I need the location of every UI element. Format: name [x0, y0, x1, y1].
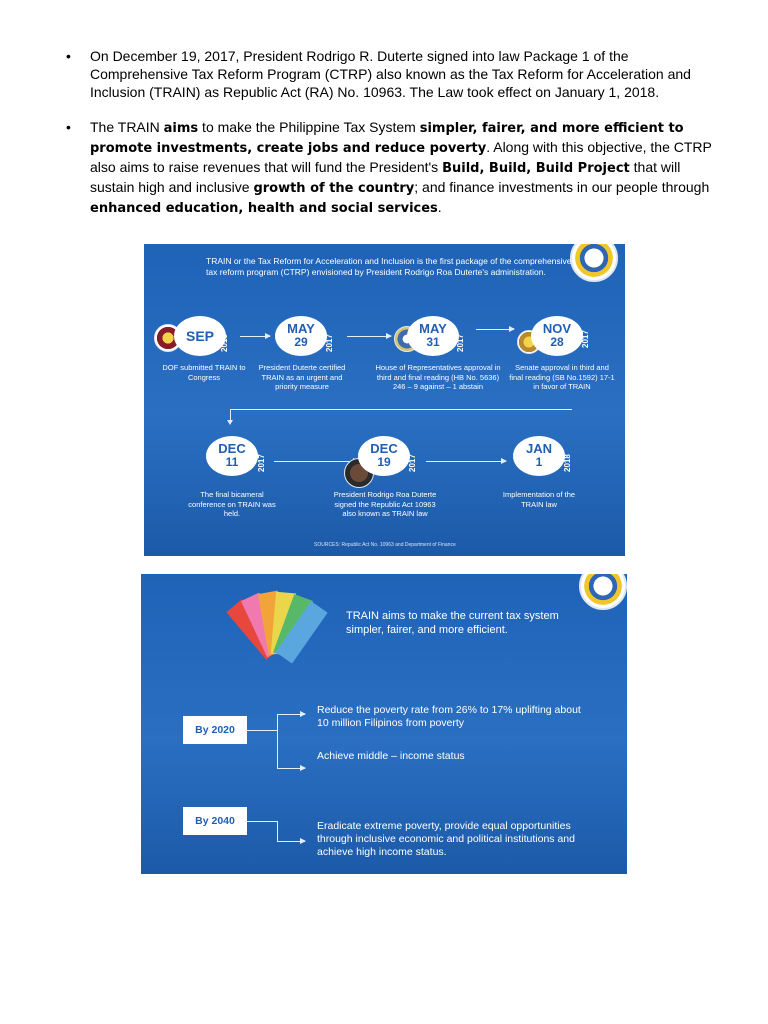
bullet-dot: • — [66, 119, 71, 135]
milestone-date-jan-1 — [513, 436, 565, 476]
milestone-year: 2016 — [220, 334, 229, 352]
milestone-caption: DOF submitted TRAIN to Congress — [162, 363, 246, 382]
bullet-text-part: . Along with this objective, the CTRP also aims to raise revenues that will fund the President's — [90, 139, 712, 175]
milestone-month: DEC — [370, 441, 398, 456]
by-2020-label: By 2020 — [183, 716, 247, 744]
goal-2020-income: Achieve middle – income status — [317, 750, 465, 762]
milestone-year: 2017 — [408, 454, 417, 472]
milestone-month: MAY — [287, 321, 315, 336]
milestone-year: 2018 — [563, 454, 572, 472]
bullet-bold-part: growth of the country — [253, 181, 415, 196]
bullet-text-part: that will sustain high and inclusive — [90, 159, 681, 195]
milestone-year: 2017 — [581, 330, 590, 348]
milestone-date-nov-28 — [531, 316, 583, 356]
milestone-month: DEC — [218, 441, 246, 456]
milestone-day: 1 — [535, 455, 543, 469]
timeline-arrow — [426, 461, 506, 462]
goal-connector — [277, 714, 278, 768]
milestone-day: 11 — [225, 455, 239, 469]
goal-arrow — [277, 768, 305, 769]
dof-seal-icon — [579, 574, 627, 610]
bullet-text-part: ; and finance investments in our people through — [414, 179, 710, 195]
milestone-caption: Implementation of the TRAIN law — [502, 490, 576, 509]
bullet-item-law-signing — [62, 47, 722, 101]
timeline-arrow — [347, 336, 391, 337]
timeline-arrowhead — [227, 420, 233, 425]
source-note: SOURCES: Republic Act No. 10963 and Department of Finance — [314, 542, 456, 548]
bullet-bold-part: enhanced education, health and social services — [90, 201, 438, 216]
goals-title: TRAIN aims to make the current tax system simpler, fairer, and more efficient. — [346, 610, 559, 636]
bullet-text-part: to make the Philippine Tax System — [198, 119, 420, 135]
milestone-month: NOV — [542, 321, 572, 336]
timeline-arrow — [240, 336, 270, 337]
milestone-date-may-31 — [407, 316, 459, 356]
milestone-year: 2017 — [325, 334, 334, 352]
goal-2020-poverty: Reduce the poverty rate from 26% to 17% uplifting about 10 million Filipinos from poverty — [317, 704, 581, 729]
milestone-month: SEP — [185, 328, 214, 344]
goal-connector — [277, 821, 278, 841]
bullet-item-train-aims — [62, 118, 722, 218]
bullet-list — [62, 47, 722, 235]
bullet-text-part: . — [437, 199, 442, 215]
milestone-year: 2017 — [456, 334, 465, 352]
goal-connector — [247, 730, 277, 731]
goal-arrow — [277, 841, 305, 842]
train-timeline-slide — [144, 244, 625, 556]
milestone-month: MAY — [419, 321, 447, 336]
goal-connector — [247, 821, 277, 822]
milestone-caption: The final bicameral conference on TRAIN was held. — [188, 490, 276, 518]
goal-2040-high-income: Eradicate extreme poverty, provide equal opportunities through inclusive economic and political institutions and achieve high income status. — [317, 820, 575, 858]
milestone-date-may-29 — [275, 316, 327, 356]
timeline-connector — [230, 409, 572, 410]
milestone-date-sep — [174, 316, 226, 356]
milestone-day: 28 — [550, 335, 564, 349]
milestone-caption: President Rodrigo Roa Duterte signed the Republic Act 10963 also known as TRAIN law — [333, 490, 437, 518]
timeline-intro-text: TRAIN or the Tax Reform for Acceleration and Inclusion is the first package of the comprehensive tax reform program (CTRP) envisioned by President Rodrigo Roa Duterte's administration. — [206, 256, 572, 277]
bullet-dot: • — [66, 48, 71, 64]
milestone-day: 29 — [294, 335, 308, 349]
by-2040-label: By 2040 — [183, 807, 247, 835]
peso-bills-icon — [221, 584, 331, 664]
milestone-date-dec-19 — [358, 436, 410, 476]
timeline-arrow — [274, 461, 358, 462]
bullet-bold-part: Build, Build, Build Project — [442, 161, 630, 176]
milestone-day: 19 — [377, 455, 391, 469]
timeline-arrow — [476, 329, 514, 330]
milestone-year: 2017 — [257, 454, 266, 472]
train-goals-slide — [141, 574, 627, 874]
bullet-bold-part: aims — [163, 121, 199, 136]
bullet-bold-part: simpler, fairer, and more efficient to promote investments, create jobs and reduce poverty — [90, 121, 684, 156]
milestone-caption: House of Representatives approval in third and final reading (HB No. 5636) 246 – 9 against – 1 abstain — [375, 363, 501, 391]
milestone-day: 31 — [426, 335, 440, 349]
milestone-date-dec-11 — [206, 436, 258, 476]
bullet-text-part: The TRAIN — [90, 119, 164, 135]
milestone-month: JAN — [525, 441, 552, 456]
bullet-text: On December 19, 2017, President Rodrigo R. Duterte signed into law Package 1 of the Comprehensive Tax Reform Program (CTRP) also known as the Tax Reform for Acceleration and Inclusion (TRAIN) as Republic Act (RA) No. 10963. The Law took effect on January 1, 2018. — [90, 48, 691, 100]
milestone-caption: President Duterte certified TRAIN as an urgent and priority measure — [258, 363, 346, 391]
goal-arrow — [277, 714, 305, 715]
milestone-caption: Senate approval in third and final reading (SB No.1592) 17-1 in favor of TRAIN — [509, 363, 615, 391]
